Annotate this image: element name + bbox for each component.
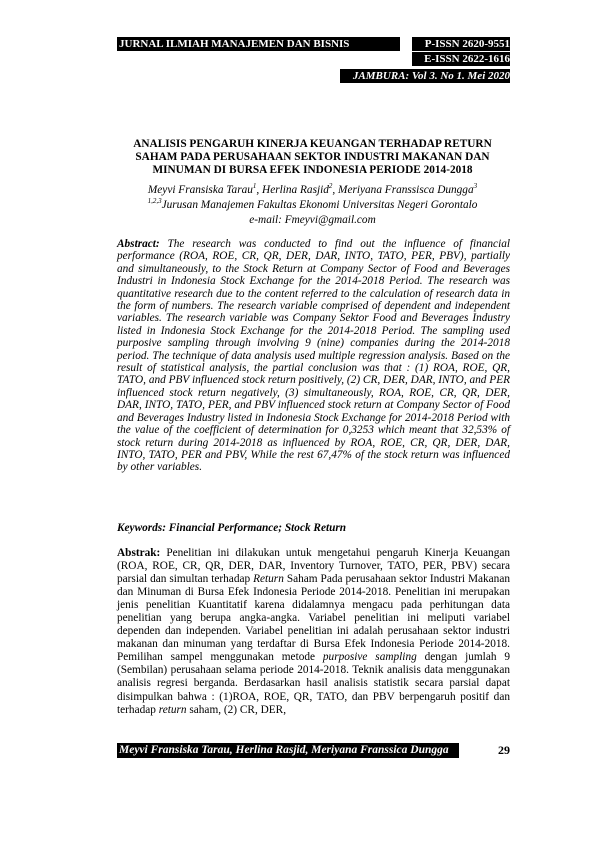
author-sup: 3 <box>473 182 478 191</box>
volume-banner: JAMBURA: Vol 3. No 1. Mei 2020 <box>340 69 510 83</box>
abstrak-italic: purposive sampling <box>322 651 417 664</box>
abstrak-label: Abstrak: <box>117 547 161 559</box>
abstrak-text: Penelitian ini dilakukan untuk mengetahui pengaruh Kinerja Keuangan (ROA, ROE, CR, QR, DER, DAR, Inventory Turnover, TATO, PER, PBV) secara parsial dan simultan terhadap <box>117 547 511 586</box>
abstract-label: Abstract: <box>117 238 160 250</box>
paper-title <box>117 138 508 177</box>
title-line: ANALISIS PENGARUH KINERJA KEUANGAN TERHADAP RETURN <box>133 138 492 150</box>
abstrak-italic: Return <box>253 573 284 586</box>
page-number: 29 <box>498 743 510 757</box>
abstrak-text: dengan jumlah 9 (Sembilan) perusahaan selama periode 2014-2018. Teknik analisis data menggunakan analisis regresi berganda. Berdasarkan hasil analisis statistik secara parsial dapat disimpulkan bahwa : (1)ROA, ROE, QR, TATO, dan PBV berpengaruh positif dan terhadap <box>117 651 510 716</box>
abstract-text: The research was conducted to find out the influence of financial performance (ROA, ROE, CR, QR, DER, DAR, INTO, TATO, PER, PBV), partially and simultaneously, to the Stock Return at Company Sector of Food and Beverages Industri in Indonesia Stock Exchange for the 2014-2018 Period. The research was quantitative research due to the content referred to the calculation of research data in the form of numbers. The research variable comprised of dependent and independent variables. The research variable was Company Sektor Food and Beverages Industry listed in Indonesia Stock Exchange for the 2014-2018 Period. The sampling used purposive sampling through involving 9 (nine) companies during the 2014-2018 period. The technique of data analysis used multiple regression analysis. Based on the result of statistical analysis, the partial conclusion was that : (1) ROA, ROE, QR, TATO, and PBV influenced stock return positively, (2) CR, DER, DAR, INTO, and PER influenced stock return negatively, (3) simultaneously, ROA, ROE, CR, QR, DER, DAR, INTO, TATO, PER, and PBV influenced stock return at Company Sector of Food and Beverages Industry listed in Indonesia Stock Exchange for 2014-2018 Period with the value of the coefficient of determination for 0,3253 which meant that 32,53% of stock return during 2014-2018 as influenced by ROA, ROE, CR, QR, DER, DAR, INTO, TATO, PER and PBV, While the rest 67,47% of the stock return was influenced by other variables. <box>117 238 510 474</box>
affiliation-text: Jurusan Manajemen Fakultas Ekonomi Universitas Negeri Gorontalo <box>161 199 478 211</box>
keywords: Keywords: Financial Performance; Stock Return <box>117 522 347 534</box>
p-issn-banner: P-ISSN 2620-9551 <box>412 37 510 51</box>
author-names: Meyvi Fransiska Tarau$^1$, Herlina Rasjid$^2$, Meriyana Franssisca Dungga$^3$ <box>147 182 478 196</box>
affiliation-sup: 1,2,3 <box>147 197 162 206</box>
author-name: Herlina Rasjid <box>262 184 329 196</box>
author-name: Meyvi Fransiska Tarau <box>147 184 253 196</box>
abstrak-italic: return <box>158 703 187 716</box>
title-line: SAHAM PADA PERUSAHAAN SEKTOR INDUSTRI MAKANAN DAN <box>135 151 490 163</box>
journal-name-banner: JURNAL ILMIAH MANAJEMEN DAN BISNIS <box>117 37 400 51</box>
abstrak-text: saham, (2) CR, DER, <box>186 703 287 716</box>
author-name: Meriyana Franssisca Dungga <box>338 184 474 196</box>
author-sup: 1 <box>252 182 257 191</box>
abstract-english <box>117 238 510 474</box>
abstract-indonesian <box>117 547 510 717</box>
e-issn-banner: E-ISSN 2622-1616 <box>412 52 510 66</box>
author-block <box>117 183 508 228</box>
abstrak-text: Saham Pada perusahaan sektor Industri Makanan dan Minuman di Bursa Efek Indonesia Periode 2014-2018. Penelitian ini merupakan jenis penelitian Kuantitatif karena didalamnya mengacu pada perhitungan data penelitian yang berupa angka-angka. Variabel penelitian ini meliputi variabel dependen dan independen. Variabel penelitian ini adalah perusahaan sektor industri makanan dan minuman yang terdaftar di Bursa Efek Indonesia Periode 2014-2018. Pemilihan sampel menggunakan metode <box>117 573 510 664</box>
title-line: MINUMAN DI BURSA EFEK INDONESIA PERIODE 2014-2018 <box>152 164 473 176</box>
email: e-mail: Fmeyvi@gmail.com <box>249 214 376 226</box>
footer-authors: Meyvi Fransiska Tarau, Herlina Rasjid, Meriyana Franssica Dungga <box>117 743 459 758</box>
affiliation <box>117 198 508 213</box>
author-sup: 2 <box>328 182 333 191</box>
